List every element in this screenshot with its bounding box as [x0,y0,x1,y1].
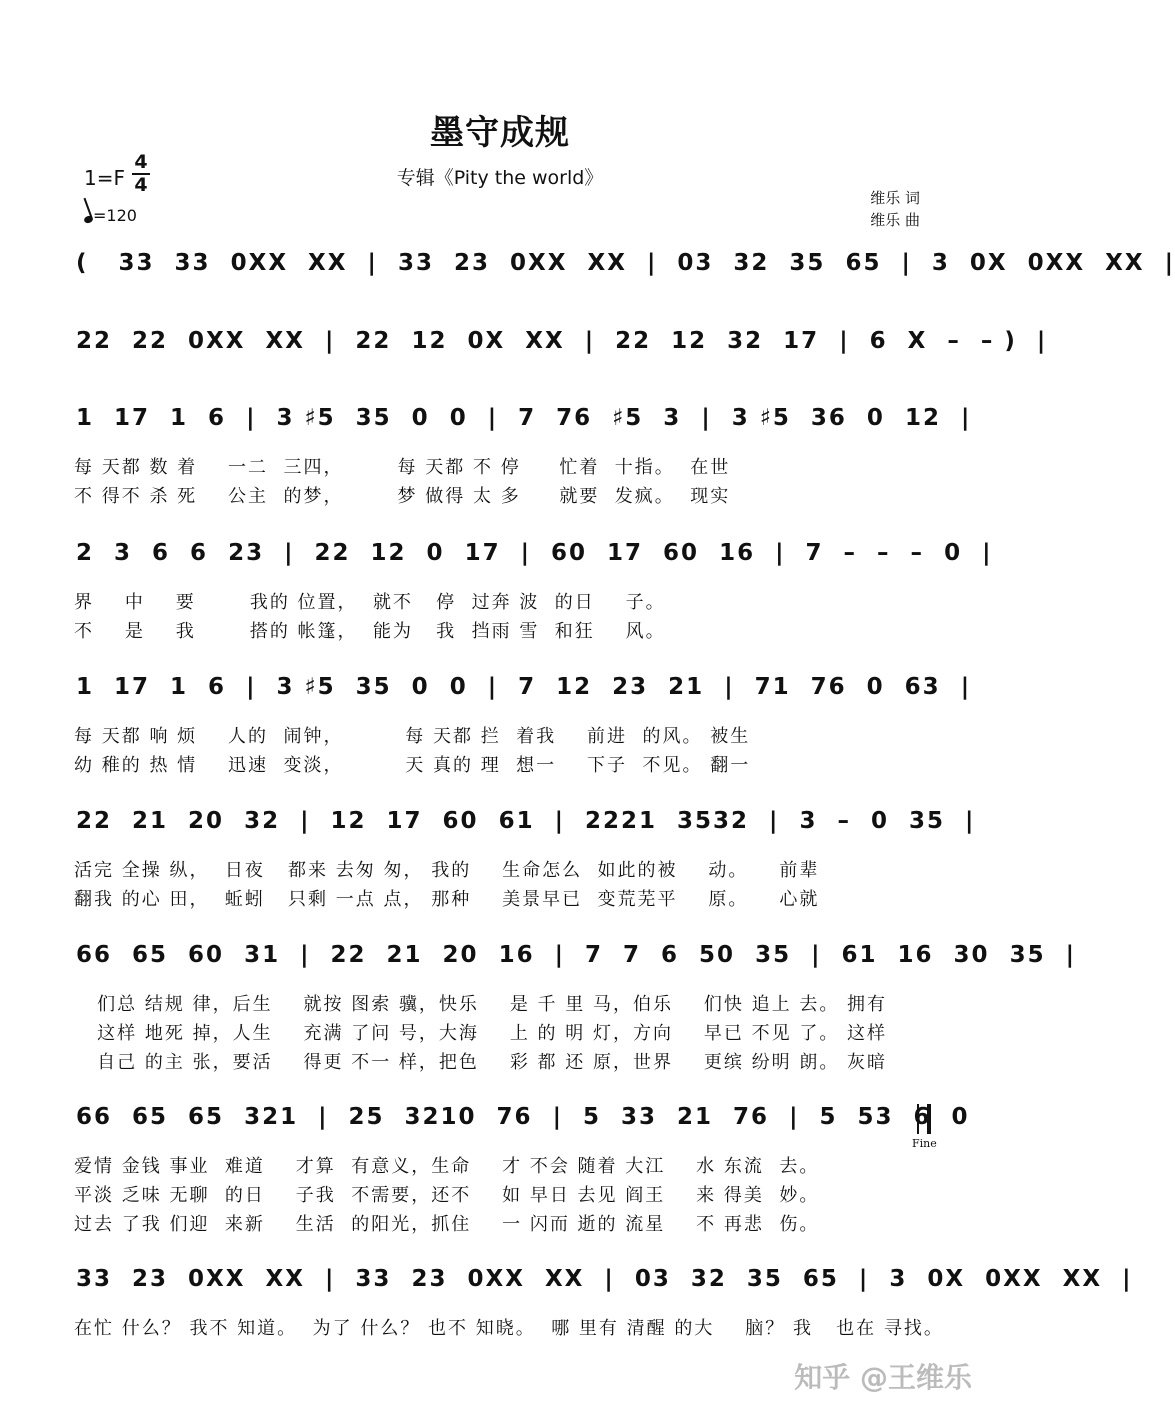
lyric-line: 不 得不 杀 死 公主 的梦， 梦 做得 太 多 就要 发疯。 现实 [74,486,731,507]
album-subtitle: 专辑《Pity the world》 [396,167,604,189]
final-barline [917,1104,931,1134]
lyric-line: 平淡 乏味 无聊 的日 子我 不需要，还不 如 早日 去见 阎王 来 得美 妙。 [74,1185,820,1206]
watermark: 知乎 @王维乐 [794,1361,972,1394]
composer-credit: 维乐 曲 [870,211,920,229]
lyric-line: 自己 的主 张，要活 得更 不一 样，把色 彩 都 还 原，世界 更缤 纷明 朗。 灰暗 [74,1052,888,1073]
lyric-line: 活完 全操 纵， 日夜 都来 去匆 匆， 我的 生命怎么 如此的被 动。 前辈 [74,860,820,881]
lyric-line: 不 是 我 搭的 帐篷， 能为 我 挡雨 雪 和狂 风。 [74,621,666,642]
key-signature: 1=F [84,166,125,190]
song-title: 墨守成规 [430,113,570,153]
notation-line: 66 65 65 321 | 25 3210 76 | 5 33 21 76 | 5 53 6 0 [76,1104,970,1130]
notation-line: 1 17 1 6 | 3 ♯5 35 0 0 | 7 76 ♯5 3 | 3 ♯5 36 0 12 | [76,405,972,431]
tempo-value: =120 [93,206,137,225]
notation-line: 22 21 20 32 | 12 17 60 61 | 2221 3532 | 3 – 0 35 | [76,808,976,834]
tempo-marking [84,206,137,225]
lyric-line: 在忙 什么？ 我不 知道。 为了 什么？ 也不 知晓。 哪 里有 清醒 的大 脑？ 我 也在 寻找。 [74,1318,944,1339]
fine-marking: Fine [912,1137,937,1150]
lyric-line: 翻我 的心 田， 蚯蚓 只剩 一点 点， 那种 美景早已 变荒芜平 原。 心就 [74,889,820,910]
lyric-line: 每 天都 响 烦 人的 闹钟， 每 天都 拦 着我 前进 的风。 被生 [74,726,751,747]
time-signature [132,153,150,195]
lyricist-credit: 维乐 词 [870,189,920,207]
time-top: 4 [134,151,148,173]
lyric-line: 这样 地死 掉，人生 充满 了问 号，大海 上 的 明 灯，方向 早已 不见 了。 这样 [74,1023,888,1044]
lyric-line: 过去 了我 们迎 来新 生活 的阳光，抓住 一 闪而 逝的 流星 不 再悲 伤。 [74,1214,820,1235]
notation-line: 66 65 60 31 | 22 21 20 16 | 7 7 6 50 35 | 61 16 30 35 | [76,942,1077,968]
notation-line: 2 3 6 6 23 | 22 12 0 17 | 60 17 60 16 | 7 – – – 0 | [76,540,993,566]
notation-line: 33 23 0XX XX | 33 23 0XX XX | 03 32 35 65 | 3 0X 0XX XX | [76,1266,1133,1292]
notation-line: 22 22 0XX XX | 22 12 0X XX | 22 12 32 17 | 6 X – – ) | [76,328,1048,354]
lyric-line: 们总 结规 律，后生 就按 图索 骥，快乐 是 千 里 马，伯乐 们快 追上 去。 拥有 [74,994,888,1015]
lyric-line: 界 中 要 我的 位置， 就不 停 过奔 波 的日 子。 [74,592,666,613]
notation-line: 1 17 1 6 | 3 ♯5 35 0 0 | 7 12 23 21 | 71 76 0 63 | [76,674,972,700]
lyric-line: 爱情 金钱 事业 难道 才算 有意义，生命 才 不会 随着 大江 水 东流 去。 [74,1156,820,1177]
time-bottom: 4 [134,174,148,196]
lyric-line: 每 天都 数 着 一二 三四， 每 天都 不 停 忙着 十指。 在世 [74,457,731,478]
lyric-line: 幼 稚的 热 情 迅速 变淡， 天 真的 理 想一 下子 不见。 翻一 [74,755,751,776]
notation-line: ( 33 33 0XX XX | 33 23 0XX XX | 03 32 35 65 | 3 0X 0XX XX | [76,250,1175,276]
